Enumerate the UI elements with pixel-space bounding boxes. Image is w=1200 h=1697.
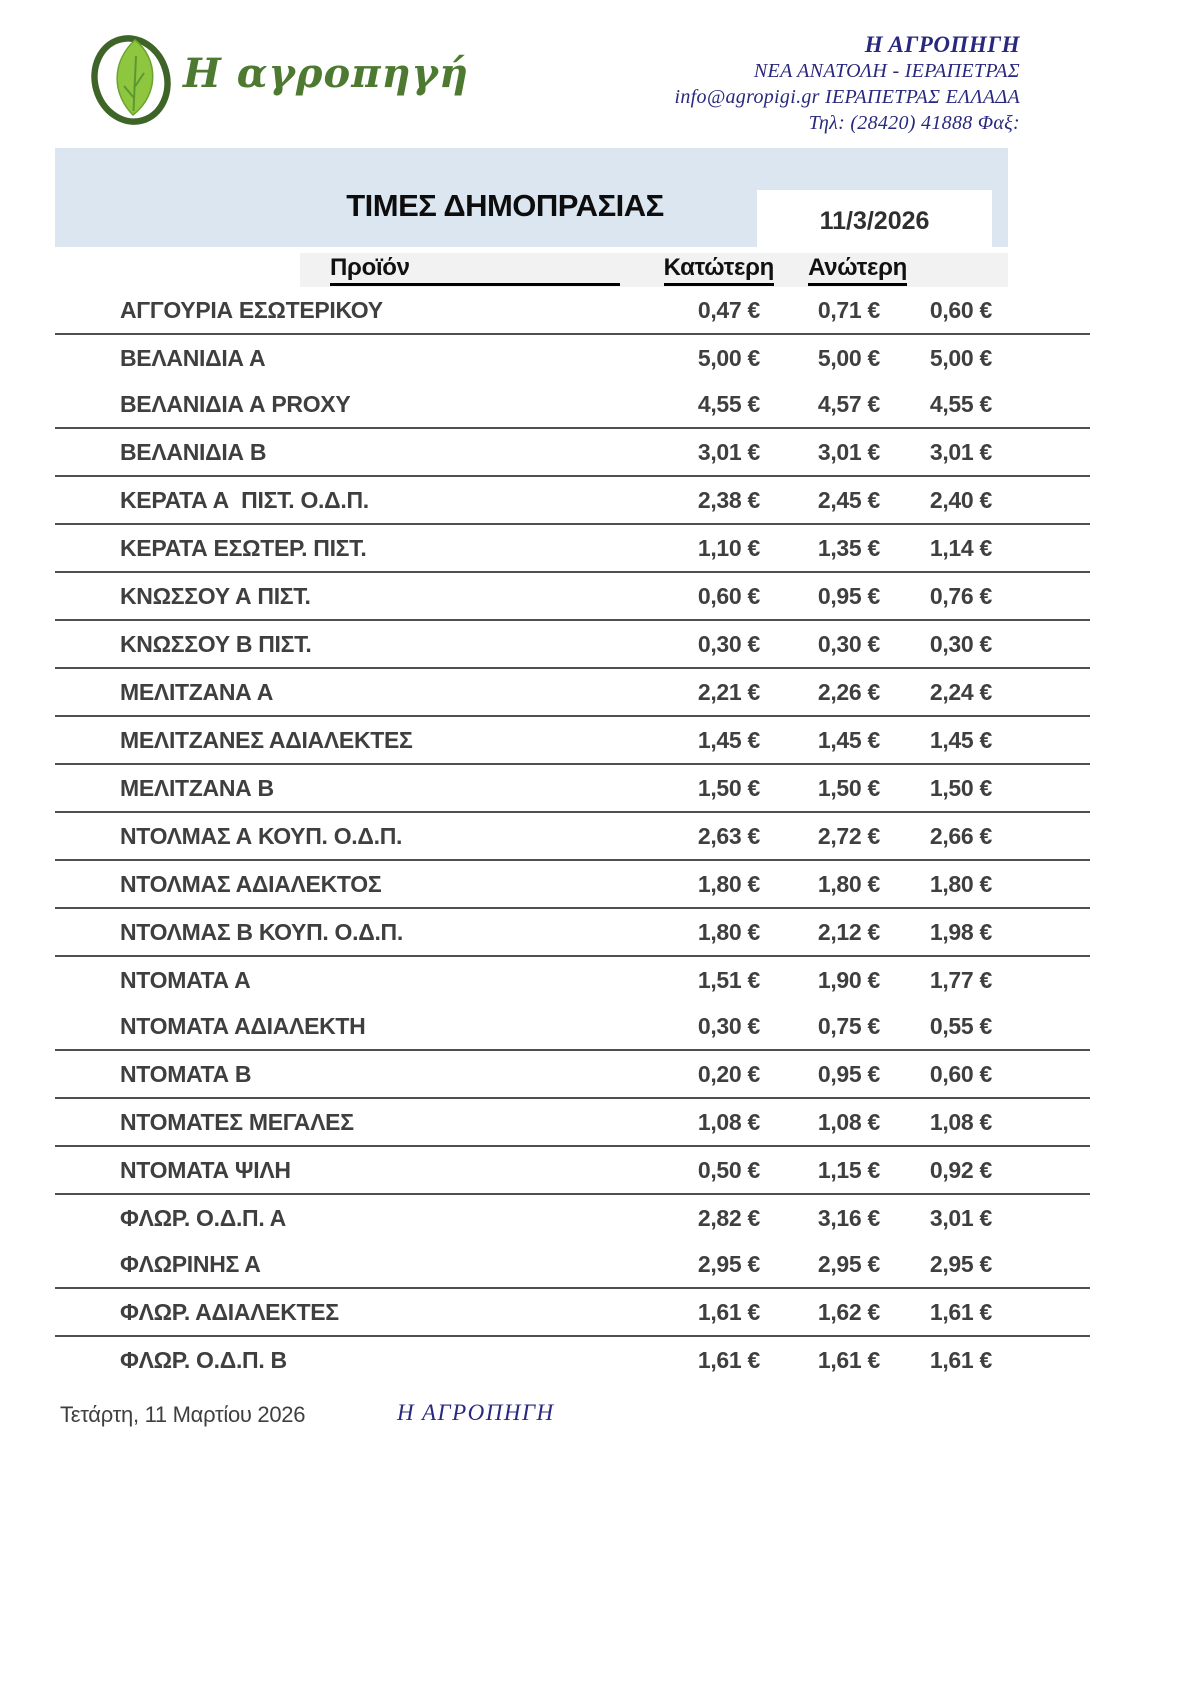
price-high: 4,57 €	[817, 390, 880, 417]
price-avg: 1,61 €	[929, 1346, 992, 1373]
price-avg: 0,92 €	[929, 1156, 992, 1183]
price-high: 0,71 €	[817, 296, 880, 323]
price-avg: 3,01 €	[929, 438, 992, 465]
price-low: 2,21 €	[697, 678, 760, 705]
logo-brand-script: Η αγροπηγή	[183, 50, 470, 97]
price-low: 0,30 €	[697, 630, 760, 657]
price-avg: 3,01 €	[929, 1204, 992, 1231]
price-low: 1,50 €	[697, 774, 760, 801]
product-name: ΝΤΟΛΜΑΣ Α ΚΟΥΠ. Ο.Δ.Π.	[120, 822, 403, 849]
table-row	[55, 957, 1090, 1003]
price-low: 0,30 €	[697, 1012, 760, 1039]
price-high: 2,26 €	[817, 678, 880, 705]
table-row	[55, 525, 1090, 571]
price-avg: 0,76 €	[929, 582, 992, 609]
product-name: ΦΛΩΡ. Ο.Δ.Π. Β	[120, 1346, 287, 1373]
price-avg: 1,08 €	[929, 1108, 992, 1135]
product-group	[55, 909, 1090, 957]
price-high: 1,45 €	[817, 726, 880, 753]
product-group	[55, 1099, 1090, 1147]
table-row	[55, 813, 1090, 859]
price-avg: 0,60 €	[929, 296, 992, 323]
price-avg: 2,95 €	[929, 1250, 992, 1277]
footer-date: Τετάρτη, 11 Μαρτίου 2026	[60, 1402, 306, 1427]
footer-company: Η ΑΓΡΟΠΗΓΗ	[397, 1400, 555, 1425]
price-low: 1,61 €	[697, 1346, 760, 1373]
price-low: 0,47 €	[697, 296, 760, 323]
product-name: ΝΤΟΛΜΑΣ ΑΔΙΑΛΕΚΤΟΣ	[120, 870, 382, 897]
product-group	[55, 573, 1090, 621]
price-high: 2,95 €	[817, 1250, 880, 1277]
product-group	[55, 717, 1090, 765]
price-avg: 0,30 €	[929, 630, 992, 657]
table-row	[55, 909, 1090, 955]
price-high: 0,95 €	[817, 582, 880, 609]
price-low: 5,00 €	[697, 344, 760, 371]
price-low: 1,08 €	[697, 1108, 760, 1135]
price-high: 1,61 €	[817, 1346, 880, 1373]
table-row	[55, 381, 1090, 427]
price-table	[55, 287, 1090, 1383]
price-low: 1,61 €	[697, 1298, 760, 1325]
product-name: ΚΕΡΑΤΑ ΕΣΩΤΕΡ. ΠΙΣΤ.	[120, 534, 367, 561]
product-name: ΑΓΓΟΥΡΙΑ ΕΣΩΤΕΡΙΚΟΥ	[120, 296, 383, 323]
product-group	[55, 861, 1090, 909]
table-row	[55, 335, 1090, 381]
table-row	[55, 1051, 1090, 1097]
price-avg: 2,66 €	[929, 822, 992, 849]
price-avg: 1,98 €	[929, 918, 992, 945]
agropigi-logo	[85, 28, 177, 133]
price-high: 2,12 €	[817, 918, 880, 945]
table-row	[55, 1003, 1090, 1049]
price-high: 0,95 €	[817, 1060, 880, 1087]
product-name: ΒΕΛΑΝΙΔΙΑ Α	[120, 344, 266, 371]
product-group	[55, 287, 1090, 335]
price-high: 2,72 €	[817, 822, 880, 849]
table-row	[55, 1289, 1090, 1335]
product-group	[55, 335, 1090, 429]
price-high: 1,35 €	[817, 534, 880, 561]
product-group	[55, 1147, 1090, 1195]
product-group	[55, 477, 1090, 525]
price-high: 0,75 €	[817, 1012, 880, 1039]
price-avg: 1,45 €	[929, 726, 992, 753]
price-high: 5,00 €	[817, 344, 880, 371]
price-low: 1,51 €	[697, 966, 760, 993]
product-name: ΒΕΛΑΝΙΔΙΑ Β	[120, 438, 267, 465]
letterhead-location: ΝΕΑ ΑΝΑΤΟΛΗ - ΙΕΡΑΠΕΤΡΑΣ	[753, 60, 1020, 82]
product-group	[55, 765, 1090, 813]
product-name: ΜΕΛΙΤΖΑΝΑ Α	[120, 678, 274, 705]
price-low: 2,82 €	[697, 1204, 760, 1231]
price-avg: 1,77 €	[929, 966, 992, 993]
product-name: ΝΤΟΜΑΤΑ ΑΔΙΑΛΕΚΤΗ	[120, 1012, 366, 1039]
price-avg: 1,14 €	[929, 534, 992, 561]
price-high: 1,50 €	[817, 774, 880, 801]
document-title: ΤΙΜΕΣ ΔΗΜΟΠΡΑΣΙΑΣ	[346, 188, 664, 223]
price-low: 2,95 €	[697, 1250, 760, 1277]
price-avg: 1,61 €	[929, 1298, 992, 1325]
table-row	[55, 669, 1090, 715]
price-low: 1,80 €	[697, 870, 760, 897]
product-group	[55, 1051, 1090, 1099]
table-row	[55, 1241, 1090, 1287]
table-row	[55, 1099, 1090, 1145]
table-row	[55, 287, 1090, 333]
product-group	[55, 1195, 1090, 1289]
table-row	[55, 621, 1090, 667]
price-avg: 4,55 €	[929, 390, 992, 417]
table-row	[55, 1147, 1090, 1193]
leaf-logo-icon	[85, 28, 177, 128]
letterhead-company: Η ΑΓΡΟΠΗΓΗ	[864, 32, 1020, 57]
price-high: 1,08 €	[817, 1108, 880, 1135]
table-row	[55, 1195, 1090, 1241]
product-name: ΚΕΡΑΤΑ Α ΠΙΣΤ. Ο.Δ.Π.	[120, 486, 369, 513]
letterhead	[675, 31, 1021, 136]
product-group	[55, 669, 1090, 717]
price-low: 1,45 €	[697, 726, 760, 753]
price-avg: 2,24 €	[929, 678, 992, 705]
table-row	[55, 429, 1090, 475]
product-group	[55, 525, 1090, 573]
product-name: ΝΤΟΜΑΤΑ Β	[120, 1060, 252, 1087]
product-name: ΝΤΟΜΑΤΑ ΨΙΛΗ	[120, 1156, 291, 1183]
product-name: ΝΤΟΜΑΤΑ Α	[120, 966, 251, 993]
price-low: 1,80 €	[697, 918, 760, 945]
price-low: 0,50 €	[697, 1156, 760, 1183]
product-group	[55, 813, 1090, 861]
product-name: ΒΕΛΑΝΙΔΙΑ Α PROXY	[120, 390, 351, 417]
price-avg: 0,60 €	[929, 1060, 992, 1087]
price-avg: 1,50 €	[929, 774, 992, 801]
table-header-row	[55, 253, 1090, 287]
price-high: 3,01 €	[817, 438, 880, 465]
product-name: ΜΕΛΙΤΖΑΝΑ Β	[120, 774, 274, 801]
price-high: 1,15 €	[817, 1156, 880, 1183]
column-header-product: Προϊόν	[330, 254, 620, 286]
product-name: ΦΛΩΡΙΝΗΣ Α	[120, 1250, 261, 1277]
product-name: ΦΛΩΡ. Ο.Δ.Π. Α	[120, 1204, 286, 1231]
product-name: ΜΕΛΙΤΖΑΝΕΣ ΑΔΙΑΛΕΚΤΕΣ	[120, 726, 413, 753]
column-header-low: Κατώτερη	[664, 254, 774, 286]
price-avg: 2,40 €	[929, 486, 992, 513]
letterhead-contact: info@agropigi.gr ΙΕΡΑΠΕΤΡΑΣ ΕΛΛΑΔΑ	[674, 86, 1020, 108]
price-low: 0,60 €	[697, 582, 760, 609]
table-row	[55, 765, 1090, 811]
product-name: ΦΛΩΡ. ΑΔΙΑΛΕΚΤΕΣ	[120, 1298, 339, 1325]
table-row	[55, 1337, 1090, 1383]
price-high: 1,80 €	[817, 870, 880, 897]
product-group	[55, 957, 1090, 1051]
product-group	[55, 1289, 1090, 1337]
auction-date-box	[757, 190, 992, 253]
product-name: ΝΤΟΜΑΤΕΣ ΜΕΓΑΛΕΣ	[120, 1108, 354, 1135]
price-low: 3,01 €	[697, 438, 760, 465]
price-high: 0,30 €	[817, 630, 880, 657]
price-low: 2,63 €	[697, 822, 760, 849]
price-avg: 1,80 €	[929, 870, 992, 897]
price-low: 1,10 €	[697, 534, 760, 561]
table-row	[55, 861, 1090, 907]
price-avg: 0,55 €	[929, 1012, 992, 1039]
table-row	[55, 717, 1090, 763]
price-high: 1,90 €	[817, 966, 880, 993]
product-name: ΚΝΩΣΣΟΥ Β ΠΙΣΤ.	[120, 630, 312, 657]
price-high: 2,45 €	[817, 486, 880, 513]
price-low: 0,20 €	[697, 1060, 760, 1087]
product-name: ΚΝΩΣΣΟΥ Α ΠΙΣΤ.	[120, 582, 311, 609]
column-header-high: Ανώτερη	[808, 254, 907, 286]
table-row	[55, 477, 1090, 523]
product-group	[55, 621, 1090, 669]
product-group	[55, 429, 1090, 477]
table-row	[55, 573, 1090, 619]
price-high: 1,62 €	[817, 1298, 880, 1325]
auction-date: 11/3/2026	[819, 207, 930, 235]
price-low: 4,55 €	[697, 390, 760, 417]
letterhead-phone: Τηλ: (28420) 41888 Φαξ:	[808, 112, 1020, 134]
product-name: ΝΤΟΛΜΑΣ Β ΚΟΥΠ. Ο.Δ.Π.	[120, 918, 403, 945]
price-high: 3,16 €	[817, 1204, 880, 1231]
product-group	[55, 1337, 1090, 1383]
price-avg: 5,00 €	[929, 344, 992, 371]
price-low: 2,38 €	[697, 486, 760, 513]
